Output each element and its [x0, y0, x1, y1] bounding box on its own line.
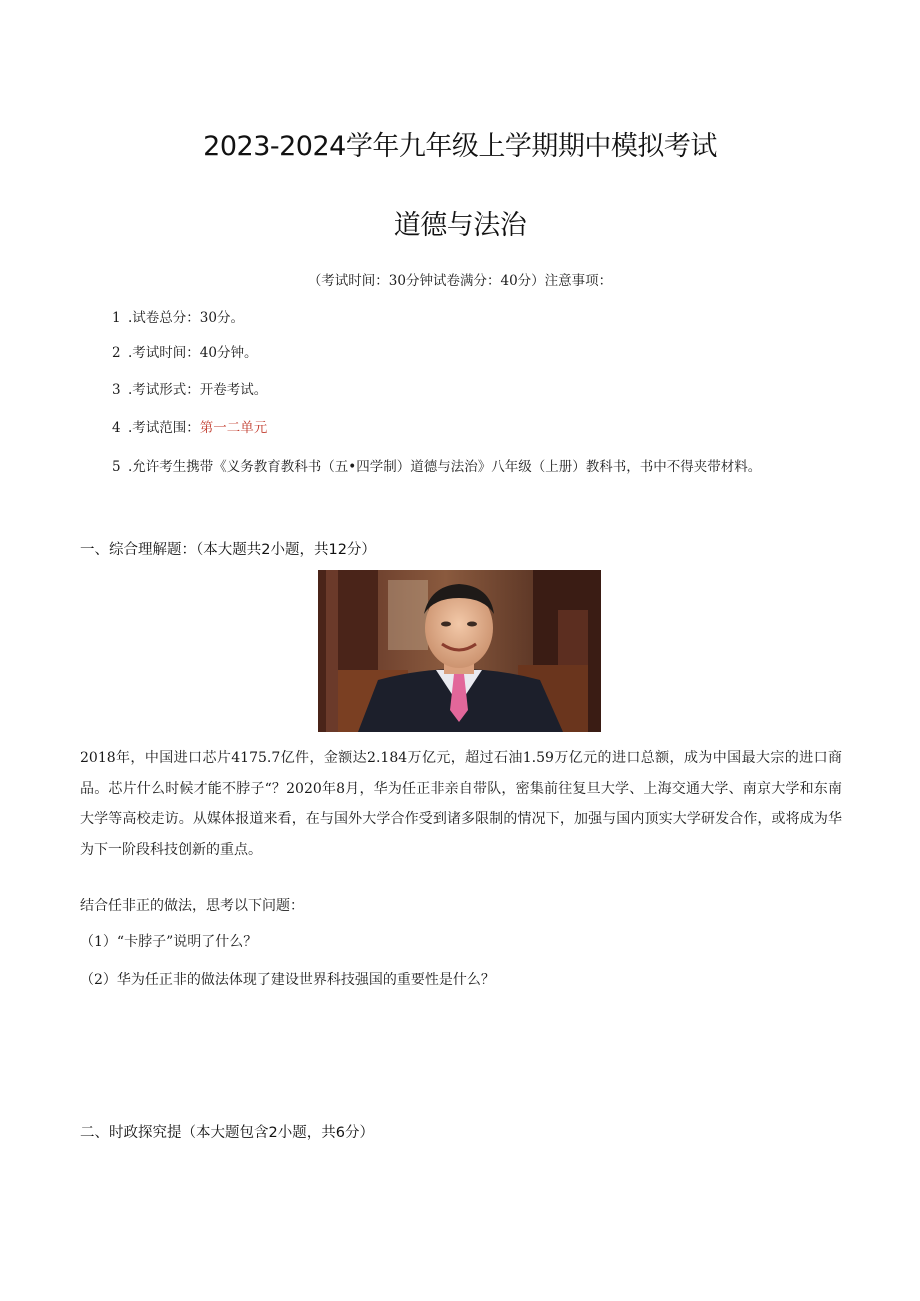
exam-title: 2023-2024学年九年级上学期期中模拟考试: [203, 131, 717, 162]
note-text: .考试形式：开卷考试。: [128, 382, 268, 398]
question-2: （2）华为任正非的做法体现了建设世界科技强国的重要性是什么？: [80, 972, 495, 988]
question-1: （1）“卡脖子”说明了什么？: [80, 934, 258, 950]
exam-scope-highlight: 第一二单元: [199, 420, 268, 436]
note-number: 3: [112, 382, 121, 398]
note-item: [112, 378, 267, 398]
note-number: 4: [112, 420, 121, 436]
passage-paragraph: 2018年，中国进口芯片4175.7亿件，金额达2.184万亿元，超过石油1.59万亿元的进口总额，成为中国最大宗的进口商品。芯片什么时候才能不脖子“？2020年8月，华为任正非亲自带队，密集前往复旦大学、上海交通大学、南京大学和东南大学等高校走访。从媒体报道来看，在与国外大学合作受到诸多限制的情况下，加强与国内顶实大学研发合作，或将成为华为下一阶段科技创新的重点。: [80, 750, 842, 858]
note-text: .允许考生携带《义务教育教科书（五•四学制）道德与法治》八年级（上册）教科书，书中不得夹带材料。: [128, 459, 762, 475]
note-text: .试卷总分：30分。: [128, 310, 244, 326]
exam-subject: 道德与法治: [393, 210, 527, 241]
question-prompt: 结合任非正的做法，思考以下问题：: [80, 898, 304, 914]
note-text: .考试范围：: [128, 420, 200, 436]
exam-info: （考试时间：30分钟试卷满分：40分）注意事项：: [307, 273, 613, 289]
note-number: 2: [112, 345, 121, 361]
portrait-photo: [318, 570, 601, 732]
note-item: [112, 341, 257, 361]
note-number: 1: [112, 310, 121, 326]
note-item: [112, 416, 267, 436]
note-number: 5: [112, 459, 121, 475]
note-item: [112, 455, 761, 475]
section-heading-2: 二、时政探究提（本大题包含2小题，共6分）: [80, 1125, 374, 1141]
note-item: [112, 306, 244, 326]
section-heading-1: 一、综合理解题：（本大题共2小题，共12分）: [80, 542, 376, 558]
note-text: .考试时间：40分钟。: [128, 345, 258, 361]
